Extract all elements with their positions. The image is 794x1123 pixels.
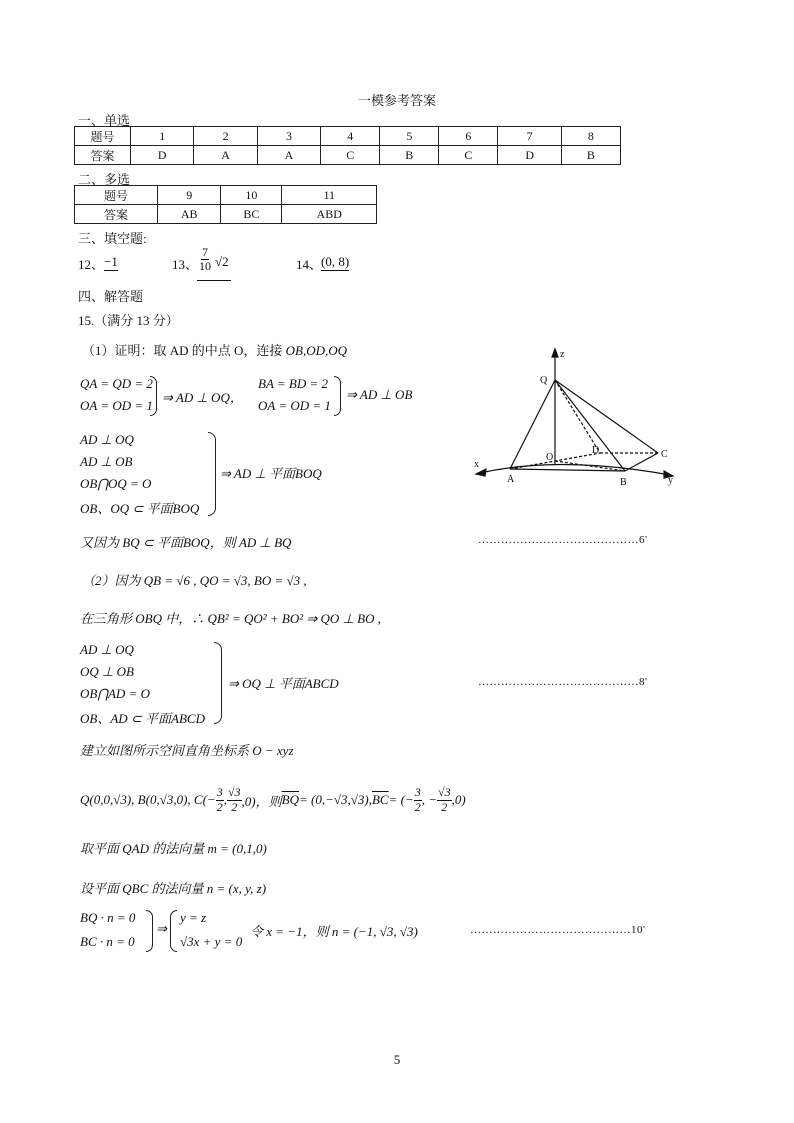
brace1-result: ⇒ AD ⊥ OQ， [162, 390, 243, 405]
brace4-line4: OB、AD ⊂ 平面ABCD [80, 711, 205, 726]
header-label: 题号 [75, 127, 131, 146]
cell: BC [221, 205, 282, 224]
edge-qc [555, 380, 658, 453]
page-title: 一模参考答案 [357, 93, 436, 108]
cell: 3 [257, 127, 320, 146]
cell: 4 [321, 127, 380, 146]
frac-den: 2 [441, 799, 448, 814]
section-multi-choice: 二、多选 [78, 172, 131, 187]
cell: 9 [158, 186, 221, 205]
brace4-line1: AD ⊥ OQ [80, 642, 134, 657]
brace5-line2: BC · n = 0 [80, 934, 135, 949]
q13-answer [197, 246, 231, 281]
cell: C [439, 146, 498, 165]
q14-label: 14、 [296, 257, 323, 272]
vector-bq: $\overline{BQ}$ [281, 792, 299, 807]
page-number: 5 [393, 1052, 401, 1067]
brace2-line1: BA = BD = 2 [258, 376, 329, 391]
brace4-line3: OB⋂AD = O [80, 686, 150, 701]
q14-answer: (0, 8) [321, 254, 350, 269]
frac-num: √3 [227, 785, 241, 800]
cell: B [380, 146, 439, 165]
cell: D [498, 146, 561, 165]
edge-ab [510, 469, 625, 471]
vector-bc-part3: ,0) [451, 792, 466, 807]
header-label: 题号 [75, 186, 158, 205]
cell: 8 [561, 127, 620, 146]
q12-answer: −1 [104, 254, 118, 269]
label-y: y [668, 475, 673, 486]
points-part1: Q(0,0,√3), B(0,√3,0), C(− [80, 792, 216, 807]
points-part2: ,0)，则 [241, 793, 282, 809]
frac-den: 2 [216, 799, 223, 814]
vector-bc: $\overline{BC}$ [371, 792, 389, 807]
normal-m-line: 取平面 QAD 的法向量 m = (0,1,0) [80, 841, 267, 856]
brace5-line1: BQ · n = 0 [80, 910, 136, 925]
cell: 7 [498, 127, 561, 146]
table-row [75, 186, 377, 205]
part2-intro: （2）因为 QB = √6 , QO = √3, BO = √3 , [82, 573, 307, 588]
table-row [75, 127, 621, 146]
also-line: 又因为 BQ ⊂ 平面BOQ，则 AD ⊥ BQ [80, 535, 292, 550]
cell: AB [158, 205, 221, 224]
brace5-arrow: ⇒ [156, 921, 167, 936]
brace3-line3: OB⋂OQ = O [80, 476, 152, 491]
multi-choice-table [74, 185, 377, 224]
brace3-line4: OB、OQ ⊂ 平面BOQ [80, 501, 200, 516]
coord-line: 建立如图所示空间直角坐标系 O − xyz [80, 743, 294, 758]
q13-num: 7 [202, 245, 208, 259]
frac-num: 3 [216, 785, 223, 800]
table-row [75, 205, 377, 224]
brace4 [214, 642, 222, 724]
cell: A [194, 146, 257, 165]
brace5-left [170, 910, 177, 952]
frac-3-2 [216, 786, 224, 813]
frac-den: 2 [231, 799, 238, 814]
part1-text: （1）证明：取 AD 的中点 O，连接 [82, 343, 283, 358]
label-a: A [507, 474, 515, 485]
vector-bc-part1: = (− [388, 792, 414, 807]
table-row [75, 146, 621, 165]
brace3 [208, 432, 216, 516]
cell: B [561, 146, 620, 165]
brace5-right1: y = z [180, 910, 207, 925]
frac-den: 2 [414, 799, 421, 814]
label-d: D [592, 445, 600, 456]
vector-bq-value: = (0,−√3,√3), [298, 792, 372, 807]
x-arrow [476, 469, 486, 476]
section-fill-blank: 三、填空题: [78, 231, 147, 246]
score-6: ……………………………………6' [478, 534, 648, 546]
edge-qd [555, 380, 600, 453]
q13-radical: √2 [215, 254, 229, 269]
brace3-line2: AD ⊥ OB [80, 454, 133, 469]
answer-label: 答案 [75, 146, 131, 165]
label-q: Q [540, 375, 548, 386]
z-arrow [552, 349, 558, 357]
frac-r3-2b [437, 786, 452, 813]
points-line [80, 778, 466, 822]
label-z: z [560, 349, 565, 360]
pyramid-figure [470, 345, 685, 490]
q13-fraction [199, 246, 211, 273]
brace4-line2: OQ ⊥ OB [80, 664, 134, 679]
part1-intro [82, 340, 347, 359]
brace4-result: ⇒ OQ ⊥ 平面ABCD [228, 676, 339, 691]
score-8: ……………………………………8' [478, 676, 648, 688]
cell: 1 [131, 127, 194, 146]
cell: 5 [380, 127, 439, 146]
edge-qb [555, 380, 625, 471]
vector-bc-part2: , − [421, 792, 437, 807]
part1-lines: OB,OD,OQ [285, 343, 348, 358]
label-o: O [546, 452, 554, 463]
section-solutions: 四、解答题 [78, 289, 144, 304]
frac-r3-2 [227, 786, 242, 813]
q12-label: 12、 [78, 257, 105, 272]
brace1-line1: QA = QD = 2 [80, 376, 153, 391]
brace1 [150, 376, 157, 416]
triangle-line: 在三角形 OBQ 中，∴ QB² = QO² + BO² ⇒ QO ⊥ BO , [80, 611, 381, 626]
brace5 [146, 910, 153, 952]
cell: 6 [439, 127, 498, 146]
let-line: 令 x = −1，则 n = (−1, √3, √3) [250, 924, 418, 939]
label-c: C [661, 449, 668, 460]
brace2 [334, 376, 341, 416]
brace1-line2: OA = OD = 1 [80, 398, 153, 413]
q13-label: 13、 [172, 257, 199, 272]
label-b: B [620, 477, 627, 488]
cell: ABD [282, 205, 377, 224]
single-choice-table [74, 126, 621, 165]
score-10: ……………………………………10' [470, 924, 646, 936]
cell: A [257, 146, 320, 165]
q13-den: 10 [199, 259, 211, 274]
brace5-right2: √3x + y = 0 [180, 934, 243, 949]
answer-label: 答案 [75, 205, 158, 224]
cell: D [131, 146, 194, 165]
frac-num: √3 [437, 785, 451, 800]
cell: 2 [194, 127, 257, 146]
edge-bc [625, 453, 658, 471]
points-comma: , [223, 792, 227, 807]
label-x: x [474, 459, 479, 470]
brace3-result: ⇒ AD ⊥ 平面BOQ [220, 466, 322, 481]
cell: 11 [282, 186, 377, 205]
brace3-line1: AD ⊥ OQ [80, 432, 134, 447]
cell: C [321, 146, 380, 165]
normal-n-line: 设平面 QBC 的法向量 n = (x, y, z) [80, 881, 267, 896]
frac-num: 3 [414, 785, 421, 800]
frac-3-2b [414, 786, 422, 813]
cell: 10 [221, 186, 282, 205]
section-single-choice: 一、单选 [78, 113, 131, 128]
brace2-result: ⇒ AD ⊥ OB [346, 387, 413, 402]
brace2-line2: OA = OD = 1 [258, 398, 331, 413]
q15-heading: 15.（满分 13 分） [78, 313, 179, 328]
